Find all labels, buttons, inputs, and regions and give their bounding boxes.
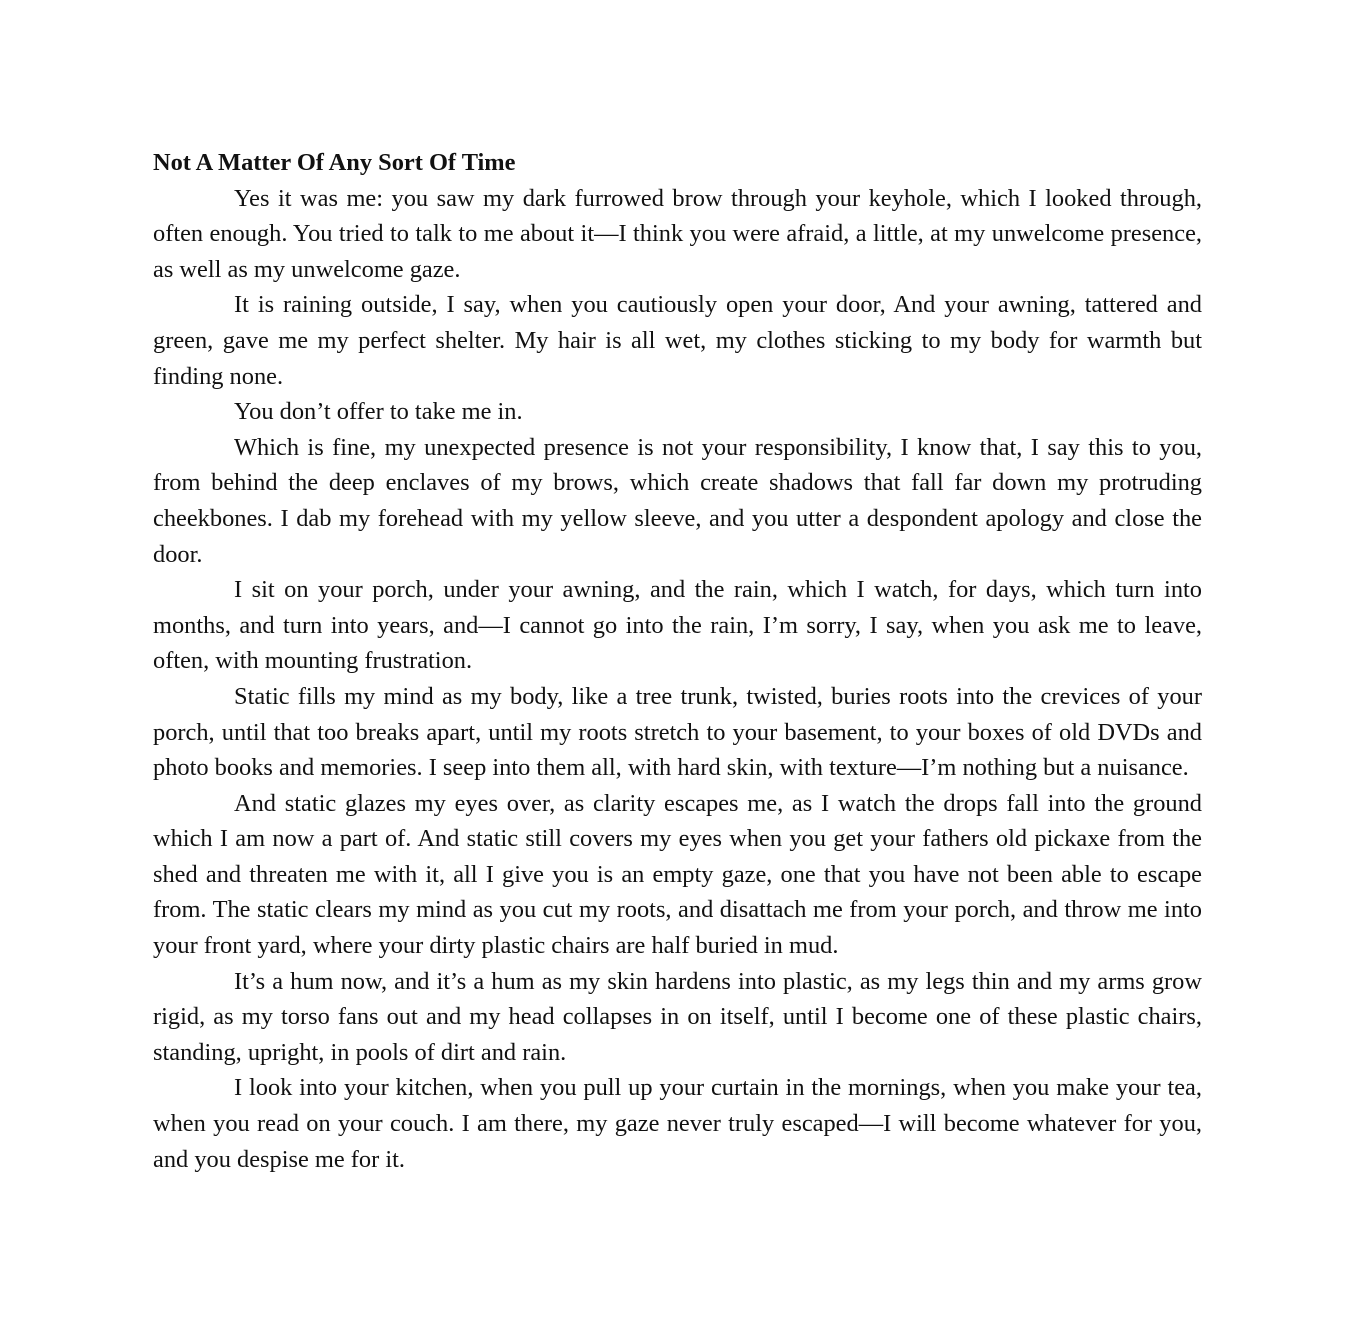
paragraph: Static fills my mind as my body, like a tree trunk, twisted, buries roots into the crevices of your porch, until that too breaks apart, until my roots stretch to your basement, to your boxes of old DVDs and photo books and memories. I seep into them all, with hard skin, with texture—I’m nothing but a nuisance. xyxy=(153,682,1202,782)
document-body xyxy=(153,145,1202,1177)
paragraph: You don’t offer to take me in. xyxy=(234,398,523,426)
paragraph: Which is fine, my unexpected presence is not your responsibility, I know that, I say this to you, from behind the deep enclaves of my brows, which create shadows that fall far down my protruding cheekbones. I dab my forehead with my yellow sleeve, and you utter a despondent apology and close the door. xyxy=(153,433,1202,568)
paragraph: I look into your kitchen, when you pull up your curtain in the mornings, when you make your tea, when you read on your couch. I am there, my gaze never truly escaped—I will become whatever for you, and you despise me for it. xyxy=(153,1074,1202,1173)
paragraph: It’s a hum now, and it’s a hum as my skin hardens into plastic, as my legs thin and my arms grow rigid, as my torso fans out and my head collapses in on itself, until I become one of these plastic chairs, standing, upright, in pools of dirt and rain. xyxy=(153,967,1202,1066)
paragraph: I sit on your porch, under your awning, and the rain, which I watch, for days, which turn into months, and turn into years, and—I cannot go into the rain, I’m sorry, I say, when you ask me to leave, often, with mounting frustration. xyxy=(153,576,1202,675)
paragraph: And static glazes my eyes over, as clarity escapes me, as I watch the drops fall into the ground which I am now a part of. And static still covers my eyes when you get your fathers old pickaxe from the shed and threaten me with it, all I give you is an empty gaze, one that you have not been able to escape from. The static clears my mind as you cut my roots, and disattach me from your porch, and throw me into your front yard, where your dirty plastic chairs are half buried in mud. xyxy=(153,789,1202,960)
paragraph: Yes it was me: you saw my dark furrowed brow through your keyhole, which I looked through, often enough. You tried to talk to me about it—I think you were afraid, a little, at my unwelcome presence, as well as my unwelcome gaze. xyxy=(153,184,1202,283)
paragraph: It is raining outside, I say, when you cautiously open your door, And your awning, tattered and green, gave me my perfect shelter. My hair is all wet, my clothes sticking to my body for warmth but finding none. xyxy=(153,291,1202,390)
document-title: Not A Matter Of Any Sort Of Time xyxy=(153,149,516,176)
